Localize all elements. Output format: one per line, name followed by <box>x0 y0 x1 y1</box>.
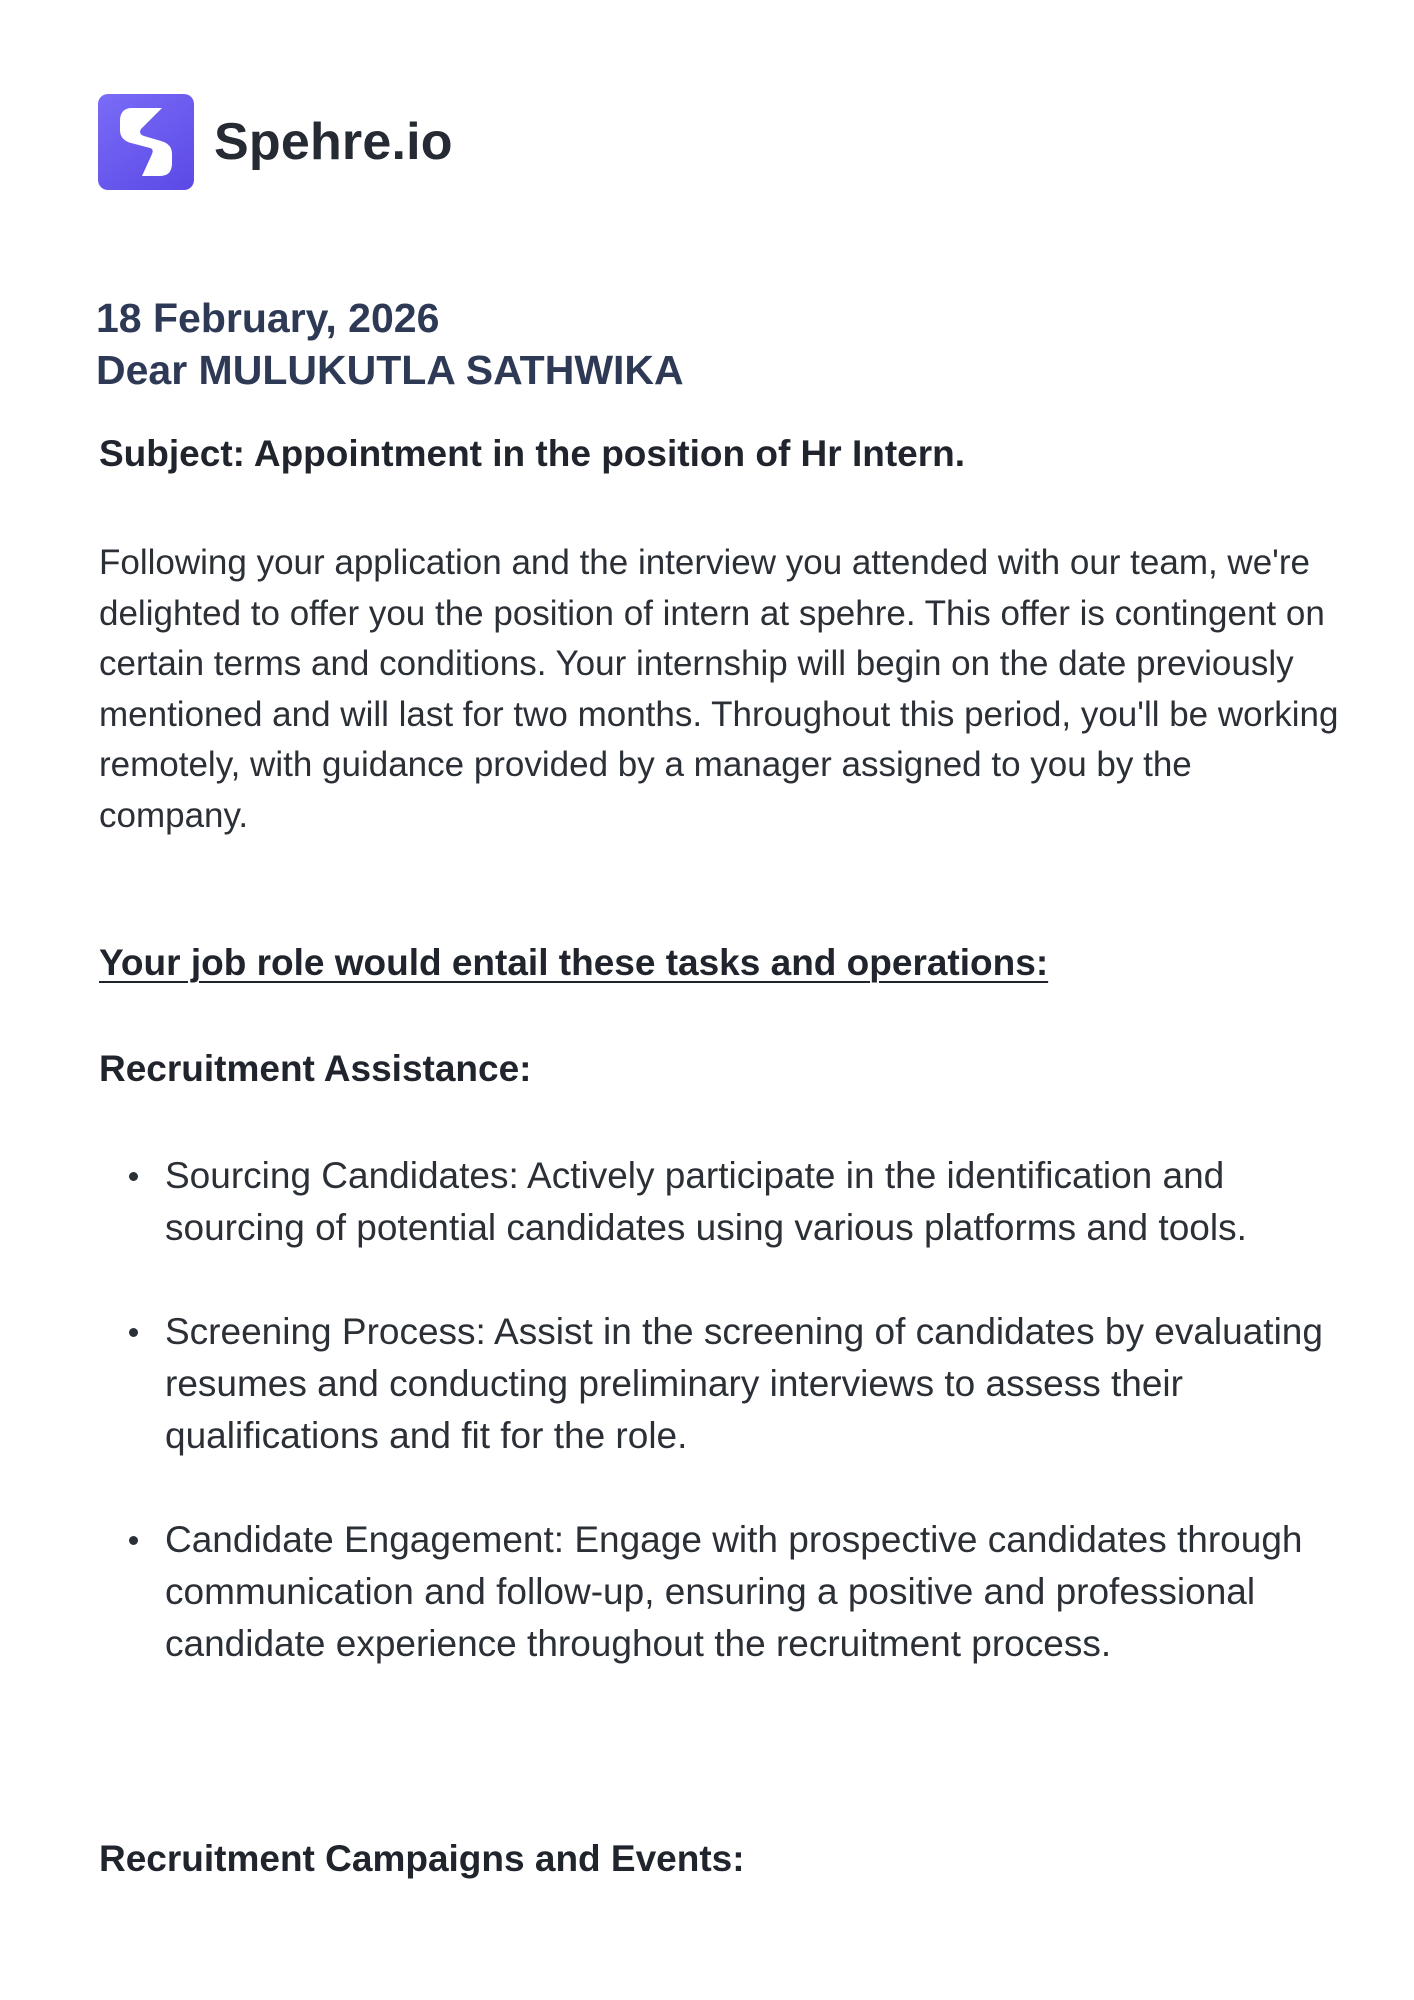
task-item-sourcing-candidates <box>99 1150 1329 1254</box>
section-heading-recruitment-assistance: Recruitment Assistance: <box>99 1048 532 1089</box>
letter-date: 18 February, 2026 <box>96 295 440 341</box>
job-role-heading: Your job role would entail these tasks and operations: <box>99 942 1049 983</box>
stylized-s-logo-icon <box>98 94 194 190</box>
task-item-candidate-engagement <box>99 1514 1329 1670</box>
company-name: Spehre.io <box>214 113 453 171</box>
task-text: Screening Process: Assist in the screening of candidates by evaluating resumes and conducting preliminary interviews to assess their qualifications and fit for the role. <box>165 1311 1323 1456</box>
intro-paragraph: Following your application and the interview you attended with our team, we're delighted to offer you the position of intern at spehre. This offer is contingent on certain terms and conditions. Your internship will begin on the date previously mentioned and will last for two months. Throughout this period, you'll be working remotely, with guidance provided by a manager assigned to you by the company. <box>99 543 1339 835</box>
bullet-icon <box>129 1172 138 1181</box>
letter-subject: Subject: Appointment in the position of Hr Intern. <box>99 433 966 474</box>
bullet-icon <box>129 1536 138 1545</box>
task-text: Sourcing Candidates: Actively participate in the identification and sourcing of potential candidates using various platforms and tools. <box>165 1155 1247 1248</box>
letter-header <box>96 292 684 396</box>
task-text: Candidate Engagement: Engage with prospective candidates through communication and follow-up, ensuring a positive and professional candidate experience throughout the recruitment process. <box>165 1519 1303 1664</box>
section-heading-recruitment-campaigns: Recruitment Campaigns and Events: <box>99 1838 745 1879</box>
bullet-icon <box>129 1328 138 1337</box>
company-brand <box>98 94 453 190</box>
task-item-screening-process <box>99 1306 1329 1462</box>
recruitment-assistance-task-list <box>99 1150 1329 1670</box>
letter-salutation: Dear MULUKUTLA SATHWIKA <box>96 347 684 393</box>
